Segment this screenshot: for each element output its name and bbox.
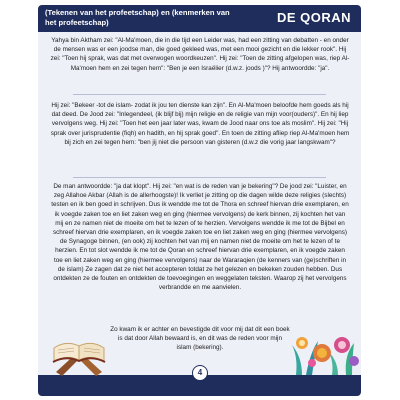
paragraph-4: Zo kwam ik er achter en bevestigde dit voor mij dat dit een boek is dat door Allah bewaard is, en dit was de reden voor mijn islam (bekering). [110, 326, 290, 352]
header-subtitle: (Tekenen van het profeetschap) en (kenmerken van het profeetschap) [45, 8, 230, 27]
paragraph-2: Hij zei: "Bekeer -tot de islam- zodat ik jou ten dienste kan zijn". En Al-Ma'moen beloofde hem goeds als hij dat deed. De Jood zei: "Inlegendeel, (ik blijf bij) mijn religie en de religie van mijn voor(ouders)". En hij liep vervolgens weg. Hij zei: "Toen het een jaar later was, kwam de Jood naar ons toe als moslim". Hij zei: "Hij sprak over jurisprudentie (fiqh) en hadith, en hij sprak goed". En toen de zitting afliep riep Al-Ma'moen hem bij zich en zei tegen hem: "ben jij niet die persoon van gisteren (d.w.z die vorig jaar langskwam"? [50, 102, 350, 146]
book-page [38, 5, 361, 396]
header-title: DE QORAN [276, 10, 351, 25]
flowers-decoration-icon [288, 331, 361, 375]
page-header [38, 5, 361, 32]
quran-on-stand-icon [50, 320, 108, 378]
separator-2 [73, 177, 326, 178]
paragraph-1: Yahya bin Aktham zei: "Al-Ma'moen, die in die tijd een Leider was, had een zitting van debatten - en onder de mensen was er een joodse man, die goed gekleed was, met een mooi gezicht en die lekker rook". Hij zei: "Toen hij sprak, was dat met overwogen woordkeuzen". Hij zei: "Toen de zitting afgelopen was, riep Al-Ma'moen hem en zei tegen hem": "Ben je een Israëlier (d.w.z. joods )"? Hij antwoordde: "ja". [50, 37, 350, 72]
page-number: 4 [192, 365, 208, 381]
separator-1 [73, 94, 326, 95]
paragraph-3: De man antwoordde: "ja dat klopt". Hij zei: "en wat is de reden van je bekering"? De jood zei: "Luister, en zeg Allahoe Akbar (Allah is de allerhoogste)! Ik verliet je zitting op die dagen wilde deze religies (slechts) testen en ik ben goed in schrijven. Dus ik wendde me tot de Thora en schreef hiervan drie exemplaren, en ik voegde zaken toe en liet zaken weg en ging (hiermee vervolgens) de kerk binnen, zij kochten het van mij en ze namen niet de moeite om het te lezen of te herzien. Vervolgens wendde ik me tot de Bijbel en schreef hiervan drie exemplaren, en ik voegde zaken toe en liet zaken weg en ging (hiermee vervolgens) de Synagoge binnen, (en ook) zij kochten het van mij en namen niet de moeite om het te lezen of te herzien. En tot slot wendde ik me tot de Qoran en schreef hiervan drie exemplaren, en ik voegde zaken toe en liet zaken weg en ging (hiermee vervolgens) naar de Wararaqien (de kenners van (ge)schriften in de islam) Ze zagen dat ze niet het accepteren totdat ze het gelezen en bekeken zouden hebben. Dus ontdekten ze de fouten en ontdekten de toevoegingen en weggelaten teksten. Waarop zij het vervolgens verbrandde en me aanvielen. [51, 183, 349, 292]
